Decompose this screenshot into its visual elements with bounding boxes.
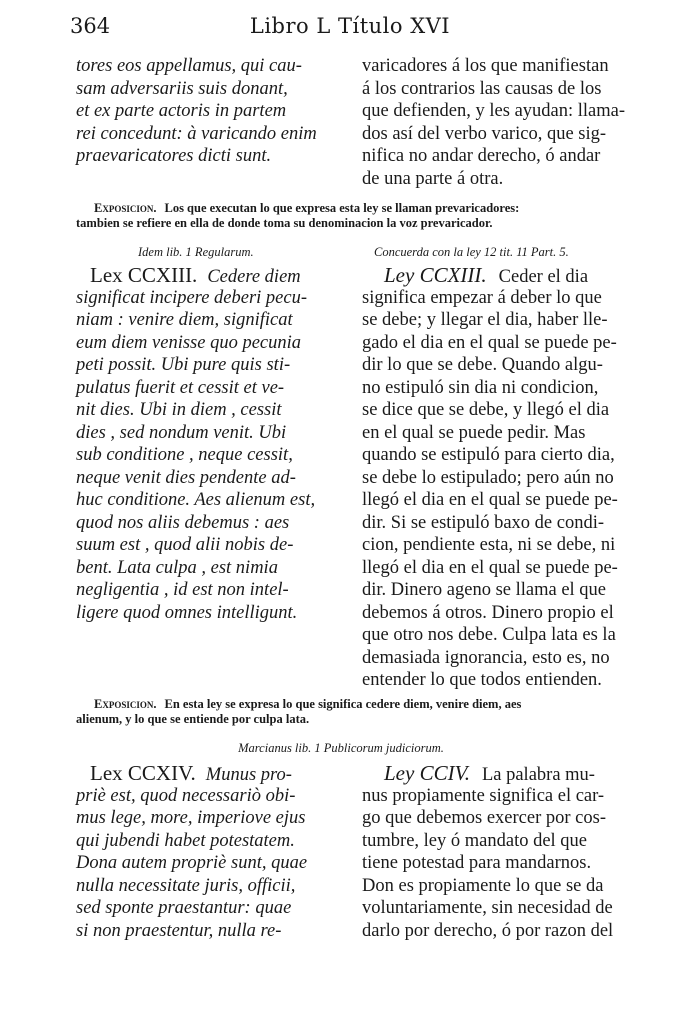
latin-line: nulla necessitate juris, officii,	[76, 875, 296, 896]
spanish-text-213	[362, 264, 618, 692]
spanish-line: voluntariamente, sin necesidad de	[362, 898, 613, 918]
spanish-line: en el qual se puede pedir. Mas	[362, 422, 586, 443]
latin-line: praevaricatores dicti sunt.	[76, 146, 272, 166]
latin-line: Lex CCXIII. Cedere diem	[90, 263, 301, 287]
latin-continuation	[76, 55, 317, 168]
spanish-line: no estipuló sin dia ni condicion,	[362, 377, 599, 398]
page-number: 364	[70, 14, 111, 38]
spanish-line: dir lo que se debe. Quando algu-	[362, 355, 603, 375]
spanish-line: nus propiamente significa el car-	[362, 785, 605, 806]
spanish-line: que otro nos debe. Culpa lata es la	[362, 625, 616, 645]
ley-heading: Ley CCXIII.	[384, 263, 487, 287]
latin-line: sed sponte praestantur: quae	[76, 898, 292, 918]
latin-line: sub conditione , neque cessit,	[76, 445, 293, 465]
exposition-1	[76, 201, 636, 231]
latin-line: nit dies. Ubi in diem , cessit	[76, 400, 282, 420]
latin-line: mus lege, more, imperiove ejus	[76, 808, 306, 828]
latin-line: si non praestentur, nulla re-	[76, 920, 282, 941]
spanish-line: go que debemos exercer por cos-	[362, 808, 606, 828]
latin-line: priè est, quod necessariò obi-	[76, 785, 296, 806]
spanish-text-214	[362, 762, 613, 942]
spanish-line: dir. Dinero ageno se llama el que	[362, 580, 607, 600]
spanish-line: dos así del verbo varico, que sig-	[362, 123, 607, 144]
exposition-line: Exposicion. Los que executan lo que expresa esta ley se llaman prevaricadores:	[94, 201, 520, 215]
source-left: Idem lib. 1 Regularum.	[138, 245, 254, 259]
latin-line: bent. Lata culpa , est nimia	[76, 557, 278, 578]
latin-line: niam : venire diem, significat	[76, 310, 293, 330]
latin-line: tores eos appellamus, qui cau-	[76, 56, 302, 76]
spanish-continuation	[362, 55, 625, 190]
latin-line: rei concedunt: à varicando enim	[76, 123, 317, 144]
spanish-line: que defienden, y les ayudan: llama-	[362, 101, 626, 121]
source-center: Marcianus lib. 1 Publicorum judiciorum.	[238, 741, 444, 755]
latin-line: et ex parte actoris in partem	[76, 101, 287, 121]
latin-line: suum est , quod alii nobis de-	[76, 535, 294, 555]
spanish-line: Don es propiamente lo que se da	[362, 875, 604, 896]
spanish-line: entender lo que todos entienden.	[362, 670, 602, 690]
latin-line: qui jubendi habet potestatem.	[76, 830, 295, 851]
spanish-line: llegó el dia en el qual se puede pe-	[362, 490, 618, 510]
spanish-line: se debe; y llegar el dia, haber lle-	[362, 310, 608, 330]
spanish-line: varicadores á los que manifiestan	[362, 56, 609, 76]
spanish-line: significa empezar á deber lo que	[362, 287, 602, 308]
spanish-line: Ley CCXIII. Ceder el dia	[384, 263, 589, 287]
spanish-line: á los contrarios las causas de los	[362, 78, 602, 99]
exposition-2	[76, 697, 636, 727]
latin-line: ligere quod omnes intelligunt.	[76, 602, 298, 623]
source-right: Concuerda con la ley 12 tit. 11 Part. 5.	[374, 245, 569, 259]
running-head: Libro L Título XVI	[249, 14, 451, 38]
spanish-line: se debe lo estipulado; pero aún no	[362, 467, 614, 488]
latin-line: huc conditione. Aes alienum est,	[76, 490, 316, 510]
latin-line: peti possit. Ubi pure quis sti-	[76, 355, 291, 375]
spanish-line: quando se estipuló para cierto dia,	[362, 445, 615, 465]
latin-line: significat incipere deberi pecu-	[76, 287, 308, 308]
spanish-line: dir. Si se estipuló baxo de condi-	[362, 512, 605, 533]
spanish-line: Ley CCIV. La palabra mu-	[384, 761, 595, 785]
spanish-line: de una parte á otra.	[362, 168, 504, 189]
lex-heading: Lex CCXIV.	[90, 761, 196, 785]
lex-heading: Lex CCXIII.	[90, 263, 198, 287]
exposition-label: Exposicion.	[94, 201, 157, 215]
ley-heading: Ley CCIV.	[384, 761, 470, 785]
exposition-line: Exposicion. En esta ley se expresa lo que significa cedere diem, venire diem, aes	[94, 697, 522, 711]
latin-line: eum diem venisse quo pecunia	[76, 332, 302, 353]
latin-line: negligentia , id est non intel-	[76, 580, 289, 600]
page-header	[70, 14, 630, 44]
spanish-line: gado el dia en el qual se puede pe-	[362, 332, 617, 353]
spanish-line: nifica no andar derecho, ó andar	[362, 146, 601, 166]
spanish-line: darlo por derecho, ó por razon del	[362, 920, 614, 941]
latin-line: dies , sed nondum venit. Ubi	[76, 422, 287, 443]
latin-text-214	[76, 762, 307, 942]
exposition-line: tambien se refiere en ella de donde toma su denominacion la voz prevaricador.	[76, 216, 493, 230]
latin-line: quod nos aliis debemus : aes	[76, 512, 290, 533]
latin-line: pulatus fuerit et cessit et ve-	[76, 377, 285, 398]
spanish-line: demasiada ignorancia, esto es, no	[362, 647, 610, 668]
latin-line: Dona autem propriè sunt, quae	[76, 853, 308, 873]
spanish-line: se dice que se debe, y llegó el dia	[362, 400, 610, 420]
exposition-line: alienum, y lo que se entiende por culpa lata.	[76, 712, 310, 726]
latin-text-213	[76, 264, 315, 624]
exposition-label: Exposicion.	[94, 697, 157, 711]
latin-line: neque venit dies pendente ad-	[76, 467, 296, 488]
spanish-line: cion, pendiente esta, ni se debe, ni	[362, 535, 616, 555]
spanish-line: debemos á otros. Dinero propio el	[362, 602, 614, 623]
spanish-line: tumbre, ley ó mandato del que	[362, 830, 588, 851]
latin-line: Lex CCXIV. Munus pro-	[90, 761, 292, 785]
latin-line: sam adversariis suis donant,	[76, 78, 288, 99]
spanish-line: tiene potestad para mandarnos.	[362, 853, 592, 873]
spanish-line: llegó el dia en el qual se puede pe-	[362, 557, 618, 578]
